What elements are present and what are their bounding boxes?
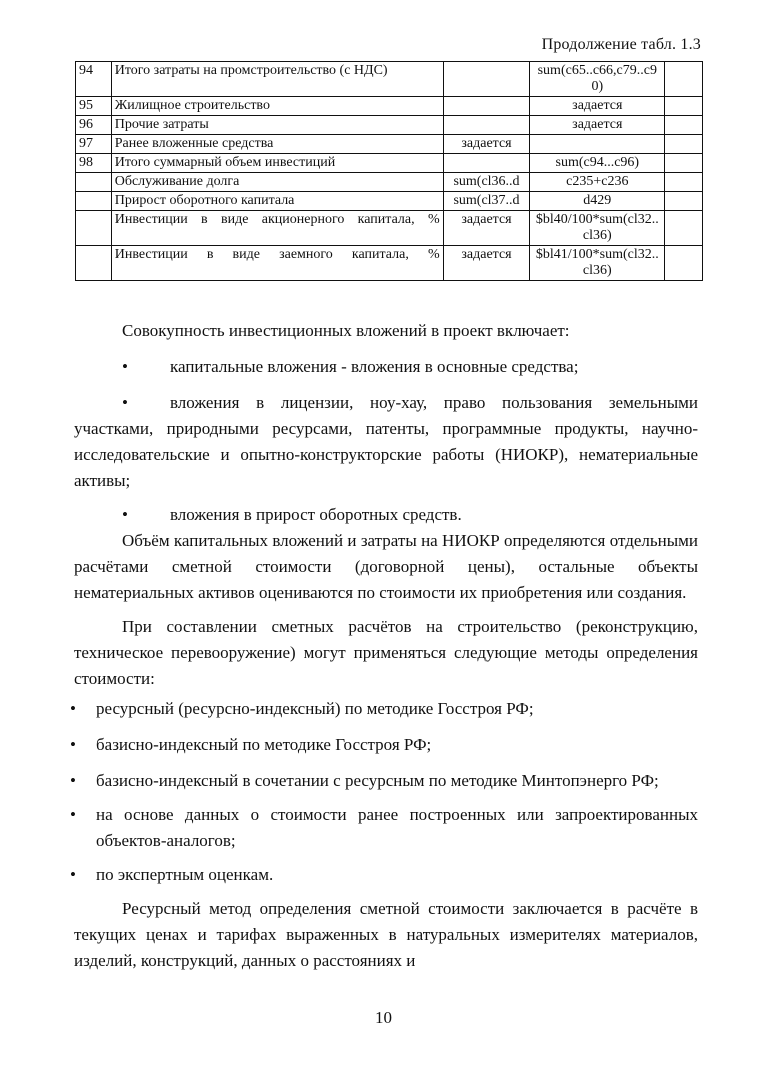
row-value-b: sum(c65..c66,c79..c90) [530,62,665,97]
row-value-a: sum(cl37..d [443,192,530,211]
page-number: 10 [375,1008,392,1027]
row-value-b: c235+c236 [530,173,665,192]
row-empty-cell [665,97,703,116]
row-value-a: задается [443,135,530,154]
row-value-a: задается [443,246,530,281]
row-number: 97 [76,135,112,154]
list-item-text: вложения в лицензии, ноу-хау, право пользования земельными участками, природными ресурсами, патенты, программные продукты, научно-исследовательские и опытно-конструкторские работы (НИОКР), нематериальные активы; [74,393,698,490]
row-name: Итого суммарный объем инвестиций [111,154,443,173]
list-item [70,732,698,758]
row-value-b: задается [530,97,665,116]
row-number [76,211,112,246]
list-item-text: по экспертным оценкам. [96,865,274,884]
table-row [76,246,703,281]
row-empty-cell [665,116,703,135]
row-empty-cell [665,62,703,97]
table-row [76,97,703,116]
row-value-b: d429 [530,192,665,211]
row-value-a [443,154,530,173]
row-number [76,192,112,211]
list-item-text: капитальные вложения - вложения в основные средства; [170,357,579,376]
row-name: Итого затраты на промстроительство (с НДС) [111,62,443,97]
paragraph: Ресурсный метод определения сметной стоимости заключается в расчёте в текущих ценах и тарифах выраженных в натуральных измерителях материалов, изделий, конструкций, данных о расстояниях и [74,899,698,970]
table-row [76,135,703,154]
bullet-icon: • [70,805,76,824]
list-item [70,696,698,722]
row-number [76,246,112,281]
row-value-a [443,97,530,116]
list-item [74,502,698,528]
list-item [74,390,698,494]
row-value-a [443,62,530,97]
row-value-b: $bl40/100*sum(cl32..cl36) [530,211,665,246]
body-text [70,318,698,974]
row-value-b: $bl41/100*sum(cl32..cl36) [530,246,665,281]
row-number: 94 [76,62,112,97]
bullet-icon: • [122,393,128,412]
row-empty-cell [665,173,703,192]
row-name: Прирост оборотного капитала [111,192,443,211]
table-row [76,154,703,173]
paragraph: Объём капитальных вложений и затраты на НИОКР определяются отдельными расчётами сметной стоимости (договорной цены), остальные объекты нематериальных активов оцениваются по стоимости их приобретения или создания. [74,531,698,602]
row-name: Прочие затраты [111,116,443,135]
list-item-text: на основе данных о стоимости ранее построенных или запроектированных объектов-аналогов; [96,805,698,850]
row-number: 96 [76,116,112,135]
list-item-text: базисно-индексный по методике Госстроя РФ; [96,735,432,754]
table-row [76,211,703,246]
list-item-text: вложения в прирост оборотных средств. [170,505,462,524]
row-value-a: задается [443,211,530,246]
row-value-a [443,116,530,135]
row-name: Инвестиции в виде акционерного капитала, % [111,211,443,246]
row-empty-cell [665,246,703,281]
row-value-b: задается [530,116,665,135]
list-item [70,802,698,854]
row-name: Жилищное строительство [111,97,443,116]
paragraph: При составлении сметных расчётов на строительство (реконструкцию, техническое перевооружение) могут применяться следующие методы определения стоимости: [74,617,698,688]
row-empty-cell [665,135,703,154]
row-number: 98 [76,154,112,173]
bullet-icon: • [122,357,128,376]
row-name: Инвестиции в виде заемного капитала, % [111,246,443,281]
table-row [76,62,703,97]
bullet-icon: • [70,735,76,754]
bullet-icon: • [70,771,76,790]
list-item-text: ресурсный (ресурсно-индексный) по методике Госстроя РФ; [96,699,534,718]
row-number [76,173,112,192]
list-item [74,354,698,380]
bullet-icon: • [122,505,128,524]
bullet-icon: • [70,865,76,884]
bullet-icon: • [70,699,76,718]
row-name: Ранее вложенные средства [111,135,443,154]
row-name: Обслуживание долга [111,173,443,192]
row-value-b: sum(c94...c96) [530,154,665,173]
table-row [76,192,703,211]
investment-table [75,61,703,281]
table-row [76,173,703,192]
row-value-b [530,135,665,154]
row-empty-cell [665,192,703,211]
list-item [70,862,698,888]
table-continuation-caption: Продолжение табл. 1.3 [541,36,701,53]
list-item [70,768,698,794]
list-item-text: базисно-индексный в сочетании с ресурсным по методике Минтопэнерго РФ; [96,771,659,790]
intro-paragraph: Совокупность инвестиционных вложений в проект включает: [122,321,570,340]
row-number: 95 [76,97,112,116]
table-row [76,116,703,135]
row-empty-cell [665,211,703,246]
row-value-a: sum(cl36..d [443,173,530,192]
row-empty-cell [665,154,703,173]
